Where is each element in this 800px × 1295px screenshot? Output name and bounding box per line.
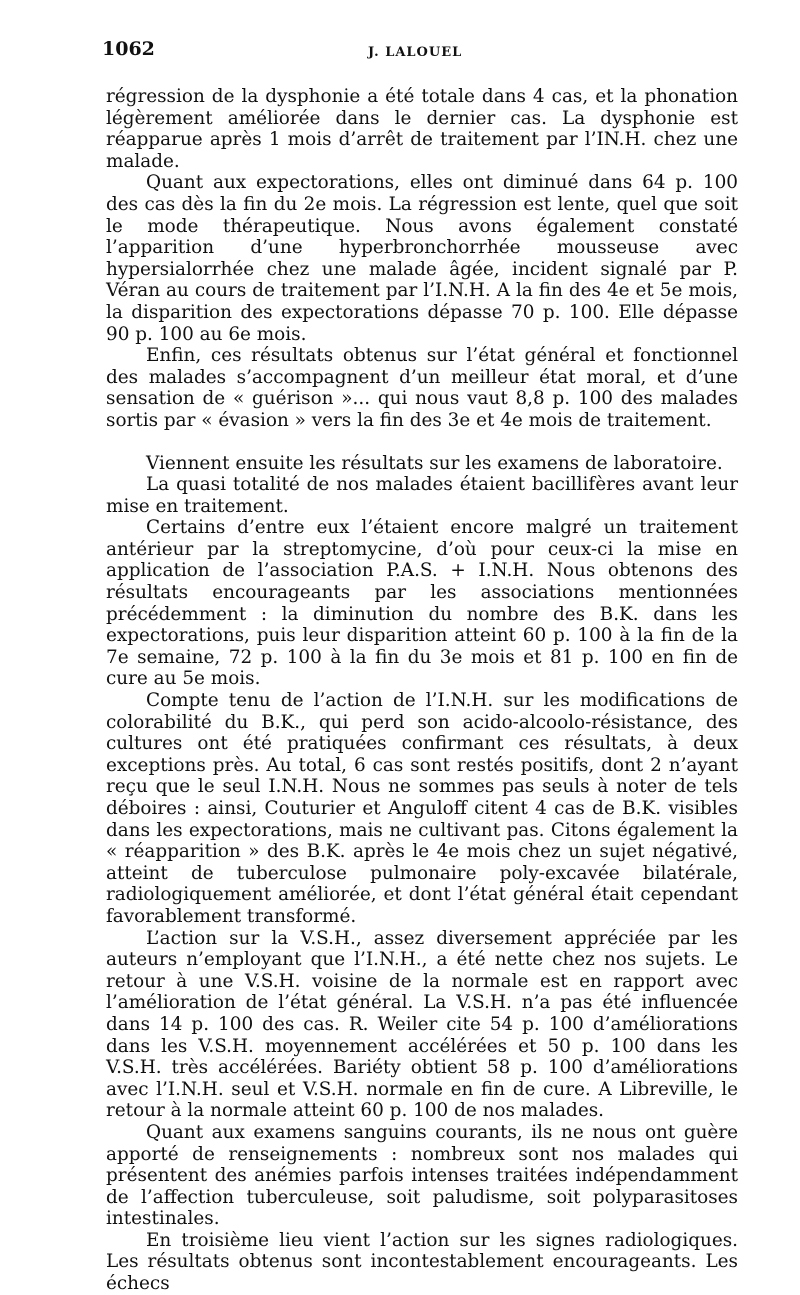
paragraph-radiology: En troisième lieu vient l’action sur les signes radiologiques. Les résultats obtenus sont incontestablement encourageants. Les échecs xyxy=(106,1229,738,1295)
body-text xyxy=(106,86,738,1295)
paragraph-blood-exams: Quant aux examens sanguins courants, ils ne nous ont guère apporté de renseignements : nombreux sont nos malades qui présentent des anémies parfois intenses traitées indépendamment de l’affection tuberculeuse, soit paludisme, soit polyparasitoses intestinales. xyxy=(106,1121,738,1230)
running-head: J. LALOUEL xyxy=(368,45,463,60)
paragraph-bacilliferous: La quasi totalité de nos malades étaient bacillifères avant leur mise en traitement. xyxy=(106,474,738,517)
paragraph-cultures: Compte tenu de l’action de l’I.N.H. sur les modifications de colorabilité du B.K., qui perd son acido-alcoolo-résistance, des cultures ont été pratiquées confirmant ces résultats, à deux exceptions près. Au total, 6 cas sont restés positifs, dont 2 n’ayant reçu que le seul I.N.H. Nous ne sommes pas seuls à noter de tels déboires : ainsi, Couturier et Anguloff citent 4 cas de B.K. visibles dans les expectorations, mais ne cultivant pas. Citons également la « réapparition » des B.K. après le 4e mois chez un sujet négativé, atteint de tuberculose pulmonaire poly-excavée bilatérale, radiologiquement améliorée, et dont l’état général était cependant favorablement transformé. xyxy=(106,690,738,927)
paragraph-general-state: Enfin, ces résultats obtenus sur l’état général et fonctionnel des malades s’accompagnent d’un meilleur état moral, et d’une sensation de « guérison »... qui nous vaut 8,8 p. 100 des malades sortis par « évasion » vers la fin des 3e et 4e mois de traitement. xyxy=(106,345,738,431)
paragraph-vsh: L’action sur la V.S.H., assez diversement appréciée par les auteurs n’employant que l’I.N.H., a été nette chez nos sujets. Le retour à une V.S.H. voisine de la normale est en rapport avec l’amélioration de l’état général. La V.S.H. n’a pas été influencée dans 14 p. 100 des cas. R. Weiler cite 54 p. 100 d’améliorations dans les V.S.H. moyennement accélérées et 50 p. 100 dans les V.S.H. très accélérées. Bariéty obtient 58 p. 100 d’améliorations avec l’I.N.H. seul et V.S.H. normale en fin de cure. A Libreville, le retour à la normale atteint 60 p. 100 de nos malades. xyxy=(106,927,738,1122)
page-number: 1062 xyxy=(102,38,155,60)
page-header xyxy=(102,38,738,68)
paragraph-expectorations: Quant aux expectorations, elles ont diminué dans 64 p. 100 des cas dès la fin du 2e mois. La régression est lente, quel que soit le mode thérapeutique. Nous avons également constaté l’apparition d’une hyperbronchorrhée mousseuse avec hypersialorrhée chez une malade âgée, incident signalé par P. Véran au cours de traitement par l’I.N.H. A la fin des 4e et 5e mois, la disparition des expectorations dépasse 70 p. 100. Elle dépasse 90 p. 100 au 6e mois. xyxy=(106,172,738,345)
paragraph-bk-results: Certains d’entre eux l’étaient encore malgré un traitement antérieur par la streptomycine, d’où pour ceux-ci la mise en application de l’association P.A.S. + I.N.H. Nous obtenons des résultats encourageants par les associations mentionnées précédemment : la diminution du nombre des B.K. dans les expectorations, puis leur disparition atteint 60 p. 100 à la fin de la 7e semaine, 72 p. 100 à la fin du 3e mois et 81 p. 100 en fin de cure au 5e mois. xyxy=(106,517,738,690)
paragraph-dysphonia: régression de la dysphonie a été totale dans 4 cas, et la phonation légèrement améliorée dans le dernier cas. La dysphonie est réapparue après 1 mois d’arrêt de traitement par l’IN.H. chez une malade. xyxy=(106,86,738,172)
paragraph-laboratory-intro: Viennent ensuite les résultats sur les examens de laboratoire. xyxy=(146,452,723,474)
